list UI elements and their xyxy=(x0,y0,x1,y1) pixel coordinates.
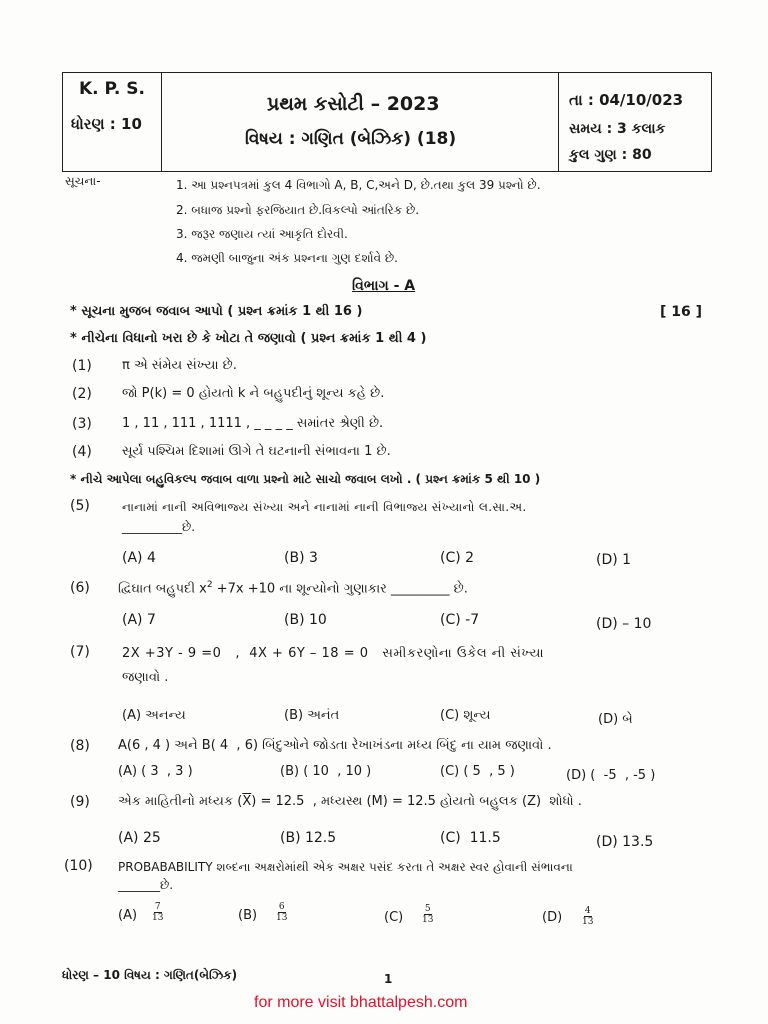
mcq-instruction: * નીચે આપેલા બહુવિકલ્પ જવાબ વાળા પ્રશ્નો માટે સાચો જવાબ લખો . ( પ્રશ્ન ક્રમાંક 5 થી 10 ) xyxy=(70,472,541,486)
question-number: (1) xyxy=(72,358,92,374)
option-b: (B) ( 10 , 10 ) xyxy=(280,764,372,779)
option-c: (C) શૂન્ય xyxy=(440,708,491,723)
question-text: A(6 , 4 ) અને B( 4 , 6) બિંદુઓને જોડતા રેખાખંડના મધ્ય બિંદુ ના યામ જણાવો . xyxy=(118,738,552,753)
option-a: (A) 7 xyxy=(122,612,156,628)
option-b: (B) 3 xyxy=(284,550,318,566)
option-a: (A) 4 xyxy=(122,550,156,566)
standard: ધોરણ : 10 xyxy=(71,115,142,133)
question-number: (9) xyxy=(70,794,90,810)
option-c: (C) 11.5 xyxy=(440,830,501,846)
option-c: (C) -7 xyxy=(440,612,480,628)
option-a: (A) ( 3 , 3 ) xyxy=(118,764,193,779)
exam-date: તા : 04/10/023 xyxy=(569,91,684,109)
header-divider xyxy=(558,73,559,171)
school-name: K. P. S. xyxy=(79,79,145,99)
website-link[interactable]: for more visit bhattalpesh.com xyxy=(254,994,468,1011)
question-text: જો P(k) = 0 હોયતો k ને બહુપદીનું શૂન્ય કહે છે. xyxy=(122,386,385,401)
question-text: દ્વિઘાત બહુપદી $x^2 +7x +10$ ના શૂન્યોનો ગુણાકાર _________ છે. xyxy=(118,580,468,597)
header-divider xyxy=(161,73,162,171)
question-text: _______છે. xyxy=(118,878,174,892)
option-a: (A) xyxy=(118,908,138,923)
instructions-label: સૂચના- xyxy=(65,174,101,188)
option-d: (D) – 10 xyxy=(596,616,652,632)
question-number: (5) xyxy=(70,498,90,514)
option-d: (D) ( -5 , -5 ) xyxy=(566,768,656,783)
instruction-item: 1. આ પ્રશ્નપત્રમાં કુલ 4 વિભાગો A, B, C,અને D, છે.તથા કુલ 39 પ્રશ્નો છે. xyxy=(176,178,541,192)
footer-subject: ધોરણ – 10 વિષય : ગણિત(બેઝિક) xyxy=(62,968,238,982)
subject: વિષય : ગણિત (બેઝિક) (18) xyxy=(245,129,457,149)
question-text: 1 , 11 , 111 , 1111 , _ _ _ _ સમાંતર શ્રેણી છે. xyxy=(122,416,384,431)
question-text: __________છે. xyxy=(122,520,196,534)
option-d: (D) બે xyxy=(598,712,633,727)
tf-instruction: * નીચેના વિધાનો ખરા છે કે ખોટા તે જણાવો ( પ્રશ્ન ક્રમાંક 1 થી 4 ) xyxy=(70,331,427,346)
option-c: (C) xyxy=(384,910,404,925)
question-number: (10) xyxy=(64,858,93,874)
option-c: (C) 2 xyxy=(440,550,475,566)
total-marks: કુલ ગુણ : 80 xyxy=(569,147,652,163)
option-b: (B) 10 xyxy=(284,612,327,628)
question-text: 2X +3Y - 9 =0 , 4X + 6Y – 18 = 0 સમીકરણોના ઉકેલ ની સંખ્યા xyxy=(122,646,545,661)
question-text: જણાવો . xyxy=(122,670,169,685)
question-text: સૂર્ય પશ્ચિમ દિશામાં ઊગે તે ઘટનાની સંભાવના 1 છે. xyxy=(122,444,391,459)
question-number: (8) xyxy=(70,738,90,754)
exam-title: પ્રથમ કસોટી – 2023 xyxy=(267,93,440,115)
question-text: એક માહિતીનો મધ્યક $(\overline{X}) = 12.5$ , મધ્યસ્થ (M) = 12.5 હોયતો બહુલક (Z) શોધો . xyxy=(118,794,582,809)
exam-time: સમય : 3 કલાક xyxy=(569,121,666,137)
option-d: (D) 1 xyxy=(596,552,632,568)
page-number: 1 xyxy=(384,972,393,986)
question-number: (3) xyxy=(72,416,92,432)
section-title: વિભાગ - A xyxy=(352,278,416,294)
question-text: PROBABABILITY શબ્દના અક્ષરોમાંથી એક અક્ષર પસંદ કરતા તે અક્ષર સ્વર હોવાની સંભાવના xyxy=(118,860,573,874)
option-b: (B) અનંત xyxy=(284,708,340,723)
option-a: (A) 25 xyxy=(118,830,161,846)
question-number: (2) xyxy=(72,386,92,402)
instruction-item: 3. જરૂર જણાય ત્યાં આકૃતિ દોરવી. xyxy=(176,227,348,241)
fraction: $\frac{7}{13}$ xyxy=(152,902,164,923)
option-c: (C) ( 5 , 5 ) xyxy=(440,764,515,779)
instruction-item: 4. જમણી બાજુના અંક પ્રશ્નના ગુણ દર્શાવે છે. xyxy=(176,251,398,265)
question-number: (6) xyxy=(70,580,90,596)
section-instruction: * સૂચના મુજબ જવાબ આપો ( પ્રશ્ન ક્રમાંક 1 થી 16 ) xyxy=(70,304,363,319)
option-d: (D) xyxy=(542,910,563,925)
section-marks: [ 16 ] xyxy=(660,304,703,320)
fraction: $\frac{4}{13}$ xyxy=(582,906,594,927)
option-a: (A) અનન્ય xyxy=(122,708,186,723)
fraction: $\frac{5}{13}$ xyxy=(422,904,434,925)
option-d: (D) 13.5 xyxy=(596,834,654,850)
question-text: π એ સંમેય સંખ્યા છે. xyxy=(122,358,237,373)
question-number: (4) xyxy=(72,444,92,460)
option-b: (B) 12.5 xyxy=(280,830,337,846)
header-box xyxy=(62,72,712,172)
option-b: (B) xyxy=(238,908,258,923)
instruction-item: 2. બધાજ પ્રશ્નો ફરજિયાત છે.વિકલ્પો આંતરિક છે. xyxy=(176,203,420,217)
fraction: $\frac{6}{13}$ xyxy=(276,902,288,923)
question-text: નાનામાં નાની અવિભાજ્ય સંખ્યા અને નાનામાં નાની વિભાજ્ય સંખ્યાનો લ.સા.અ. xyxy=(122,500,527,514)
question-number: (7) xyxy=(70,644,90,660)
